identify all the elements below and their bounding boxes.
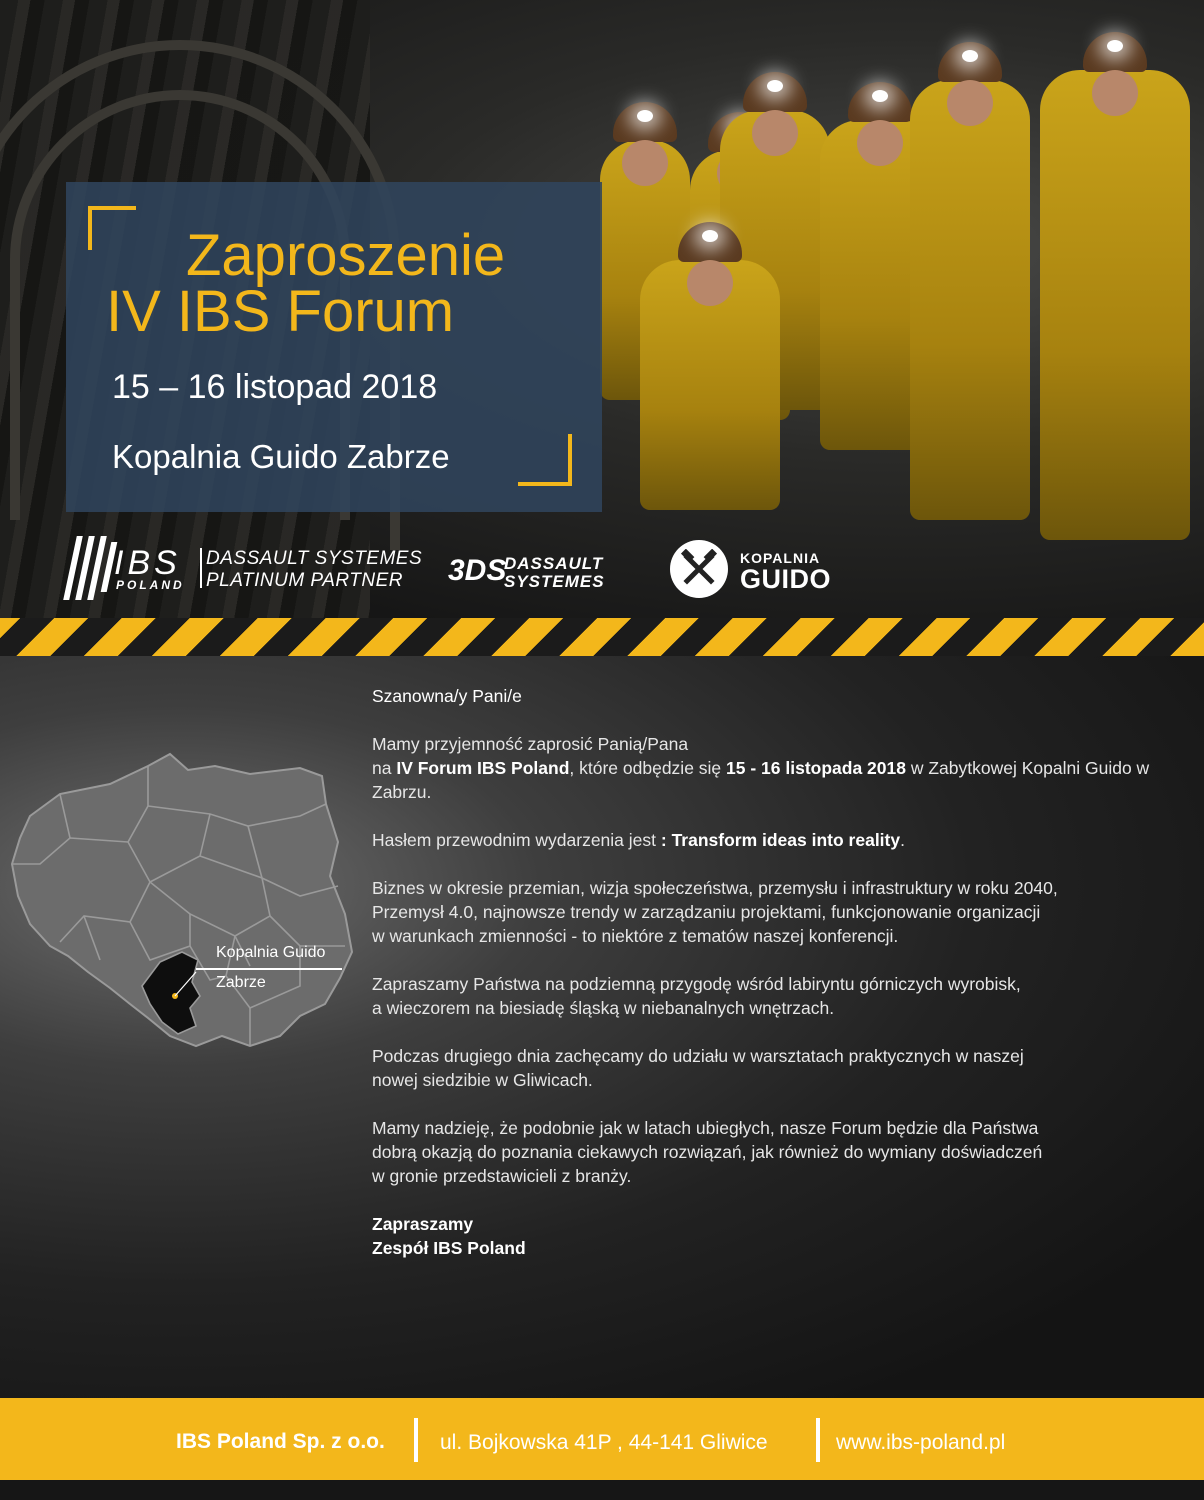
hammer-pick-icon (670, 540, 728, 598)
topics-line: Biznes w okresie przemian, wizja społeczeństwa, przemysłu i infrastruktury w roku 2040, (372, 878, 1058, 898)
invitation-title: Zaproszenie (186, 223, 506, 288)
paragraph-adventure (372, 972, 1152, 1020)
bracket-icon (88, 206, 136, 250)
ibs-wordmark: IBS (114, 544, 181, 582)
paragraph-topics (372, 876, 1152, 948)
signature (372, 1212, 1152, 1260)
ibs-logo (62, 532, 423, 604)
topics-line: Przemysł 4.0, najnowsze trendy w zarządzaniu projektami, funkcjonowanie organizacji (372, 902, 1041, 922)
guido-line-1: KOPALNIA (740, 550, 821, 566)
event-location: Kopalnia Guido Zabrze (112, 438, 450, 475)
event-title: IV IBS Forum (106, 279, 455, 344)
bottom-bar (0, 1480, 1204, 1500)
intro-text: na (372, 758, 397, 778)
adventure-line: a wieczorem na biesiadę śląską w niebanalnych wnętrzach. (372, 998, 835, 1018)
ibs-subtitle: POLAND (116, 578, 185, 592)
dassault-logo-icon: 3DS (448, 554, 507, 587)
footer-divider (816, 1418, 820, 1462)
partner-line-2: PLATINUM PARTNER (206, 570, 403, 591)
event-date: 15 – 16 listopad 2018 (112, 368, 438, 406)
miner-figure (910, 80, 1030, 520)
footer-divider (414, 1418, 418, 1462)
invitation-letter (372, 684, 1152, 1284)
map-label-line (196, 968, 342, 970)
signature-line-2: Zespół IBS Poland (372, 1238, 526, 1258)
intro-line-1: Mamy przyjemność zaprosić Panią/Pana (372, 734, 689, 754)
hope-line: dobrą okazją do poznania ciekawych rozwiązań, jak również do wymiany doświadczeń (372, 1142, 1043, 1162)
footer (0, 1398, 1204, 1480)
adventure-line: Zapraszamy Państwa na podziemną przygodę wśród labiryntu górniczych wyrobisk, (372, 974, 1021, 994)
event-dates: 15 - 16 listopada 2018 (726, 758, 906, 778)
hope-line: w gronie przedstawicieli z branży. (372, 1166, 632, 1186)
workshops-line: Podczas drugiego dnia zachęcamy do udziału w warsztatach praktycznych w naszej (372, 1046, 1024, 1066)
logo-divider (200, 548, 202, 588)
topics-line: w warunkach zmienności - to niektóre z tematów naszej konferencji. (372, 926, 899, 946)
miner-figure (1040, 70, 1190, 540)
guido-logo (670, 540, 840, 600)
greeting: Szanowna/y Pani/e (372, 686, 522, 706)
motto-end: . (900, 830, 905, 850)
signature-line-1: Zapraszamy (372, 1214, 474, 1234)
main-content (0, 656, 1204, 1398)
dassault-logo (448, 540, 628, 596)
partner-line-1: DASSAULT SYSTEMES (206, 548, 423, 569)
paragraph-hope (372, 1116, 1152, 1188)
poland-map (0, 746, 360, 1076)
event-name: IV Forum IBS Poland (396, 758, 570, 778)
map-label-city: Zabrze (216, 974, 266, 991)
dassault-line-2: SYSTEMES (504, 572, 605, 591)
miner-figure (640, 260, 780, 510)
bracket-icon (518, 434, 572, 486)
workshops-line: nowej siedzibie w Gliwicach. (372, 1070, 593, 1090)
intro-text: , które odbędzie się (569, 758, 727, 778)
company-name: IBS Poland Sp. z o.o. (176, 1430, 385, 1453)
hero-photo (0, 0, 1204, 618)
map-label-name: Kopalnia Guido (216, 944, 326, 961)
hope-line: Mamy nadzieję, że podobnie jak w latach ubiegłych, nasze Forum będzie dla Państwa (372, 1118, 1039, 1138)
motto: : Transform ideas into reality (660, 830, 901, 850)
paragraph-workshops (372, 1044, 1152, 1092)
paragraph-motto (372, 828, 1152, 852)
dassault-line-1: DASSAULT (504, 554, 604, 573)
motto-intro: Hasłem przewodnim wydarzenia jest (372, 830, 661, 850)
hazard-stripe (0, 618, 1204, 656)
ibs-logo-icon (62, 532, 112, 604)
poland-map-icon (0, 746, 360, 1076)
guido-line-2: GUIDO (740, 564, 832, 594)
paragraph-intro (372, 732, 1152, 804)
website-link[interactable]: www.ibs-poland.pl (836, 1431, 1006, 1454)
intro-text: w Zabytkowej Kopalni Guido w Zabrzu. (372, 758, 1150, 802)
company-address: ul. Bojkowska 41P , 44-141 Gliwice (440, 1431, 768, 1454)
